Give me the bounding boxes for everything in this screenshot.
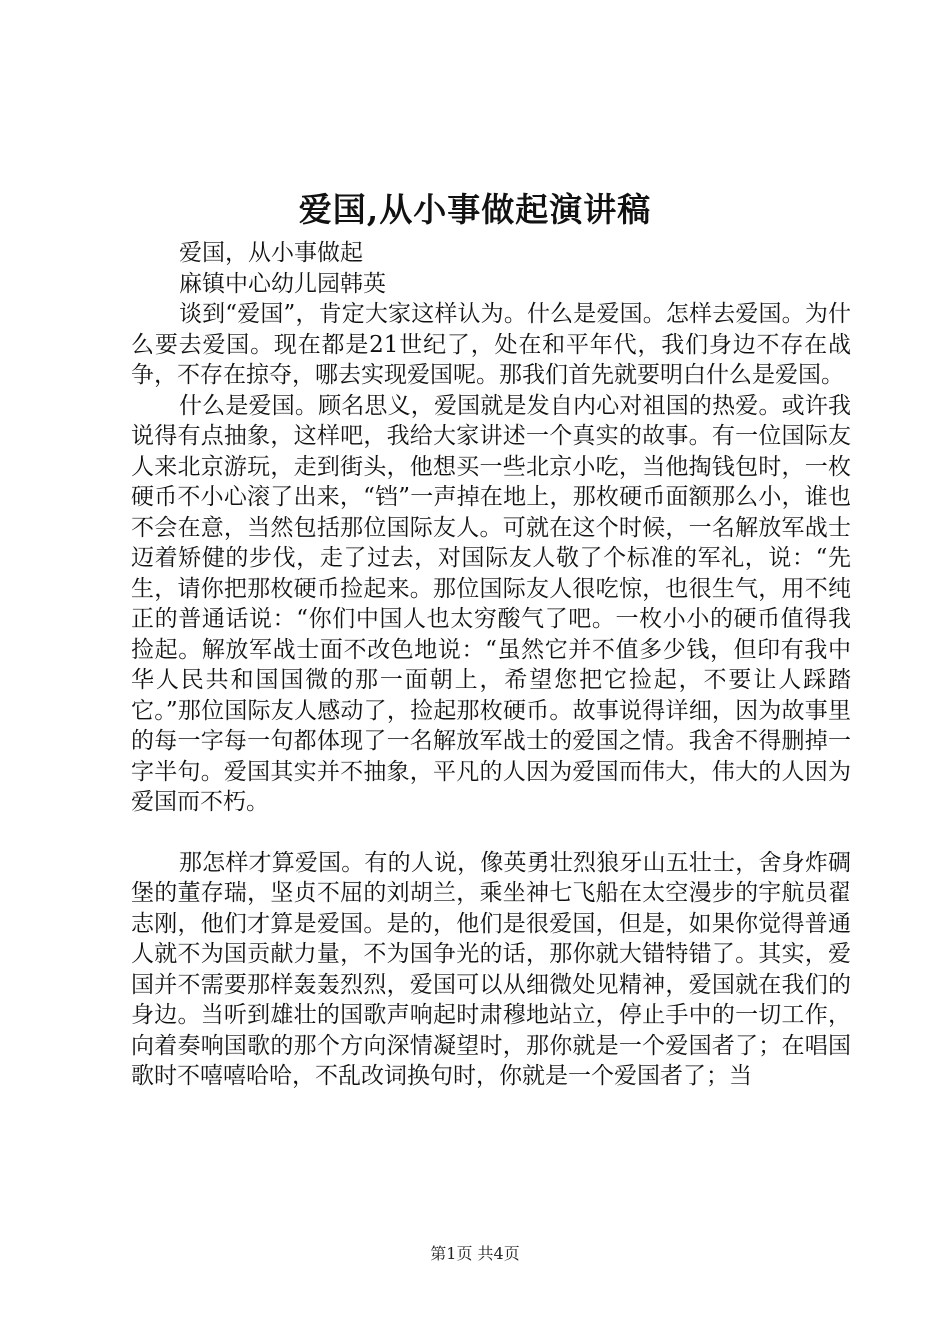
document-title: 爱国,从小事做起演讲稿	[298, 190, 652, 229]
document-body	[131, 238, 851, 1092]
paragraph-2: 什么是爱国。顾名思义，爱国就是发自内心对祖国的热爱。或许我说得有点抽象，这样吧，我给大家讲述一个真实的故事。有一位国际友人来北京游玩，走到街头，他想买一些北京小吃，当他掏钱包时，一枚硬币不小心滚了出来，“铛”一声掉在地上，那枚硬币面额那么小，谁也不会在意，当然包括那位国际友人。可就在这个时候，一名解放军战士迈着矫健的步伐，走了过去，对国际友人敬了个标准的军礼，说：“先生，请你把那枚硬币捡起来。那位国际友人很吃惊，也很生气，用不纯正的普通话说：“你们中国人也太穷酸气了吧。一枚小小的硬币值得我捡起。解放军战士面不改色地说：“虽然它并不值多少钱，但印有我中华人民共和国国微的那一面朝上，希望您把它捡起，不要让人踩踏它。”那位国际友人感动了，捡起那枚硬币。故事说得详细，因为故事里的每一字每一句都体现了一名解放军战士的爱国之情。我舍不得删掉一字半句。爱国其实并不抽象，平凡的人因为爱国而伟大，伟大的人因为爱国而不朽。	[131, 392, 851, 815]
subtitle-line: 爱国，从小事做起	[179, 240, 363, 266]
paragraph-3: 那怎样才算爱国。有的人说，像英勇壮烈狼牙山五壮士，舍身炸碉堡的董存瑞，坚贞不屈的刘胡兰，乘坐神七飞船在太空漫步的宇航员翟志刚，他们才算是爱国。是的，他们是很爱国，但是，如果你觉得普通人就不为国贡献力量，不为国争光的话，那你就大错特错了。其实，爱国并不需要那样轰轰烈烈，爱国可以从细微处见精神，爱国就在我们的身边。当听到雄壮的国歌声响起时肃穆地站立，停止手中的一切工作，向着奏响国歌的那个方向深情凝望时，那你就是一个爱国者了；在唱国歌时不嘻嘻哈哈，不乱改词换句时，你就是一个爱国者了；当	[131, 849, 851, 1089]
paragraph-gap	[131, 818, 851, 848]
paragraph-1: 谈到“爱国”，肯定大家这样认为。什么是爱国。怎样去爱国。为什么要去爱国。现在都是21世纪了，处在和平年代，我们身边不存在战争，不存在掠夺，哪去实现爱国呢。那我们首先就要明白什么是爱国。	[131, 301, 851, 388]
author-line: 麻镇中心幼儿园韩英	[179, 270, 386, 297]
page-number-footer: 第1页 共4页	[430, 1244, 520, 1263]
